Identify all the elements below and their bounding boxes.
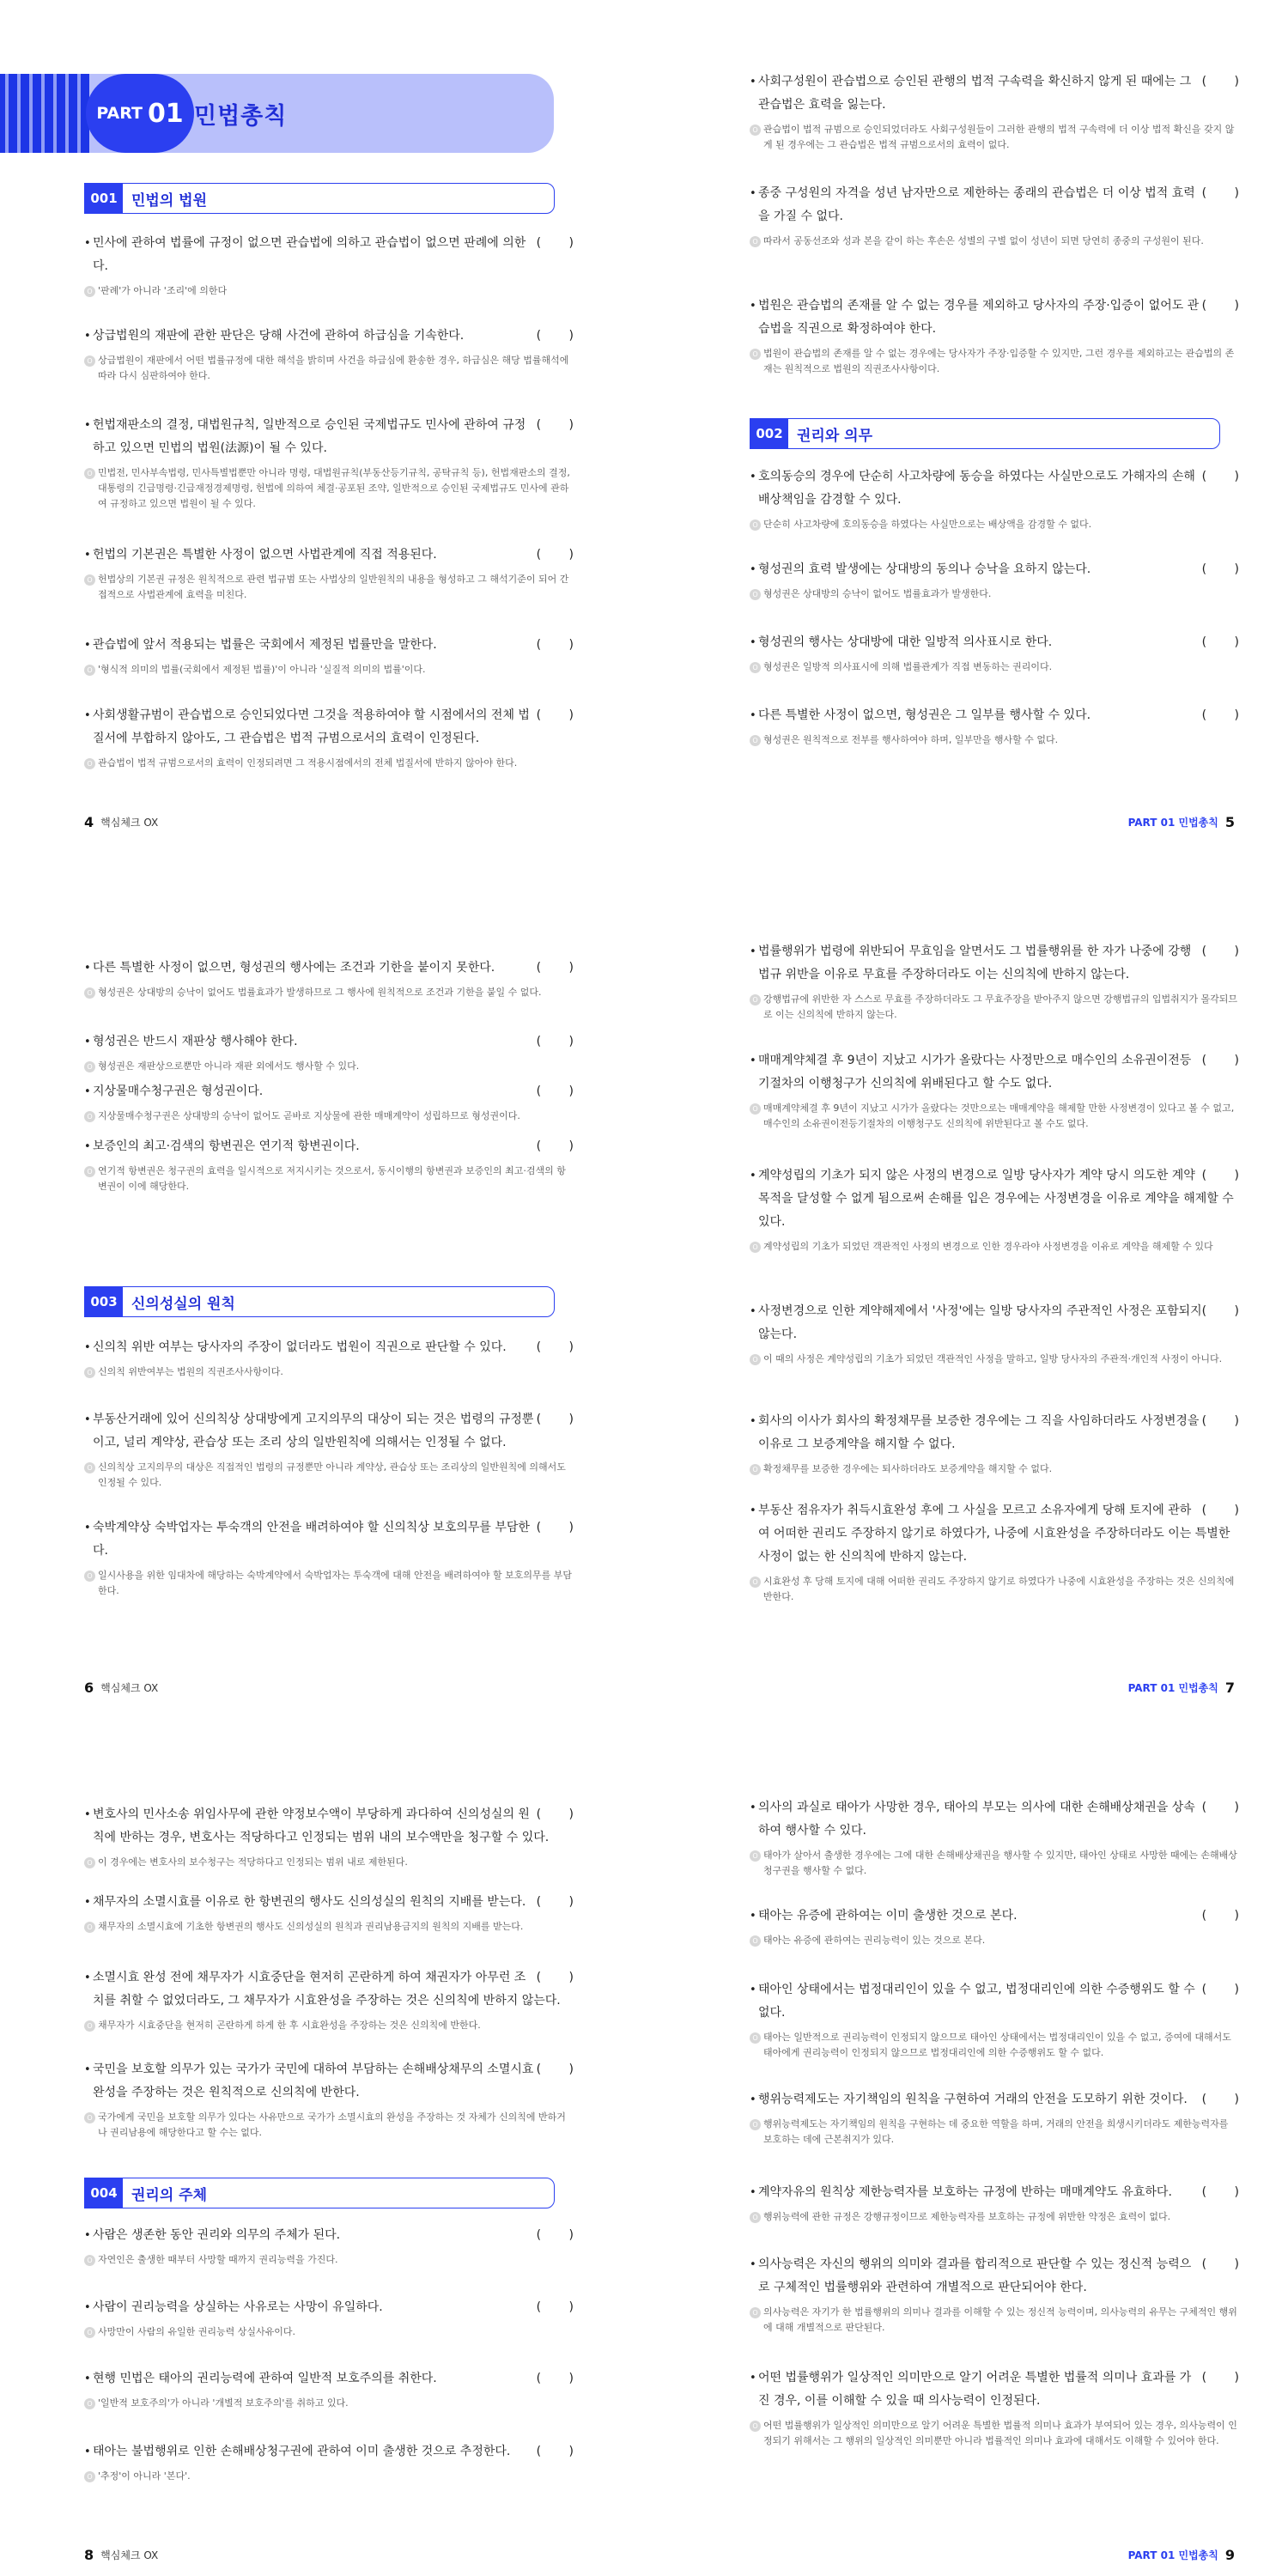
ox-question: • ( ) 국민을 보호할 의무가 있는 국가가 국민에 대하여 부담하는 손해배상채무의 소멸시효 완성을 주장하는 것은 원칙적으로 신의칙에 반한다. O 국가에게 국민을 보호할 의무가 있다는 사유만으로 국가가 소멸시효의 완성을 주장하는 것 자체가 신의칙에 반하거나 권리남용에 해당한다고 할 수는 없다. [84,2058,574,2141]
ox-question: • ( ) 신의칙 위반 여부는 당사자의 주장이 없더라도 법원이 직권으로 판단할 수 있다. O 신의칙 위반여부는 법원의 직권조사사항이다. [84,1336,574,1380]
answer-explanation: O 이 경우에는 변호사의 보수청구는 적당하다고 인정되는 범위 내로 제한된다. [84,1855,574,1870]
section-number: 001 [85,184,123,213]
ox-question: • ( ) 계약자유의 원칙상 제한능력자를 보호하는 규정에 반하는 매매계약도 유효하다. O 행위능력에 관한 규정은 강행규정이므로 제한능력자를 보호하는 규정에 위반한 약정은 효력이 없다. [750,2181,1239,2225]
answer-explanation: O 민법전, 민사부속법령, 민사특별법뿐만 아니라 명령, 대법원규칙(부동산등기규칙, 공탁규칙 등), 헌법재판소의 결정, 대통령의 긴급명령·긴급재정경제명령, 헌법에 의하여 체결·공포된 조약, 일반적으로 승인된 국제법규도 민사에 관하여 규정하고 있으면 법원이 될 수 있다. [84,465,574,512]
ox-question: • ( ) 태아는 유증에 관하여는 이미 출생한 것으로 본다. O 태아는 유증에 관하여는 권리능력이 있는 것으로 본다. [750,1905,1239,1948]
page-number: 8 [84,2547,94,2563]
ox-question: • ( ) 다른 특별한 사정이 없으면, 형성권의 행사에는 조건과 기한을 붙이지 못한다. O 형성권은 상대방의 승낙이 없어도 법률효과가 발생하므로 그 행사에 원칙적으로 조건과 기한을 붙일 수 없다. [84,957,574,1000]
answer-o-badge: O [84,2327,95,2338]
answer-o-badge: O [750,2119,761,2130]
answer-o-badge: O [84,665,95,676]
answer-o-badge: O [84,1571,95,1582]
section-number: 002 [750,419,788,448]
answer-o-badge: O [750,1354,761,1365]
answer-explanation: O 형성권은 원칙적으로 전부를 행사하여야 하며, 일부만을 행사할 수 없다. [750,732,1239,748]
footer-label: PART 01 민법총칙 [1127,1682,1218,1694]
answer-o-badge: O [84,1166,95,1177]
answer-o-badge: O [84,1857,95,1868]
ox-question: • ( ) 헌법재판소의 결정, 대법원규칙, 일반적으로 승인된 국제법규도 민사에 관하여 규정하고 있으면 민법의 법원(法源)이 될 수 있다. O 민법전, 민사부속법령, 민사특별법뿐만 아니라 명령, 대법원규칙(부동산등기규칙, 공탁규칙 등), 헌법재판소의 결정, 대통령의 긴급명령·긴급재정경제명령, 헌법에 의하여 체결·공포된 조약, 일반적으로 승인된 국제법규도 민사에 관하여 규정하고 있으면 법원이 될 수 있다. [84,414,574,512]
answer-o-badge: O [84,1367,95,1378]
ox-question: • ( ) 형성권의 행사는 상대방에 대한 일방적 의사표시로 한다. O 형성권은 일방적 의사표시에 의해 법률관계가 직접 변동하는 권리이다. [750,631,1239,675]
page-number: 5 [1224,814,1235,830]
answer-explanation: O 사망만이 사람의 유일한 권리능력 상실사유이다. [84,2324,574,2340]
ox-question: • ( ) 종중 구성원의 자격을 성년 남자만으로 제한하는 종래의 관습법은 더 이상 법적 효력을 가질 수 없다. O 따라서 공동선조와 성과 본을 같이 하는 후손은 성별의 구별 없이 성년이 되면 당연히 종중의 구성원이 된다. [750,182,1239,249]
footer-label: 핵심체크 OX [100,1682,159,1694]
ox-question: • ( ) 사정변경으로 인한 계약해제에서 '사정'에는 일방 당사자의 주관적인 사정은 포함되지 않는다. O 이 때의 사정은 계약성립의 기초가 되었던 객관적인 사정을 말하고, 일방 당사자의 주관적·개인적 사정이 아니다. [750,1300,1239,1367]
ox-question: • ( ) 행위능력제도는 자기책임의 원칙을 구현하여 거래의 안전을 도모하기 위한 것이다. O 행위능력제도는 자기책임의 원칙을 구현하는 데 중요한 역할을 하며, 거래의 안전을 희생시키더라도 제한능력자를 보호하는 데에 근본취지가 있다. [750,2088,1239,2148]
answer-explanation: O 신의칙상 고지의무의 대상은 직접적인 법령의 규정뿐만 아니라 계약상, 관습상 또는 조리상의 일반원칙에 의해서도 인정될 수 있다. [84,1460,574,1491]
page-footer-left [84,814,158,830]
answer-o-badge: O [750,2307,761,2318]
answer-explanation: O 상급법원이 재판에서 어떤 법률규정에 대한 해석을 밝히며 사건을 하급심에 환송한 경우, 하급심은 해당 법률해석에 따라 다시 심판하여야 한다. [84,353,574,384]
ox-question: • ( ) 법원은 관습법의 존재를 알 수 없는 경우를 제외하고 당사자의 주장·입증이 없어도 관습법을 직권으로 확정하여야 한다. O 법원이 관습법의 존재를 알 수 없는 경우에는 당사자가 주장·입증할 수 있지만, 그런 경우를 제외하고는 관습법의 존재는 원칙적으로 법원의 직권조사사항이다. [750,295,1239,377]
answer-o-badge: O [750,1935,761,1947]
answer-o-badge: O [84,758,95,769]
section-header-001 [84,183,555,214]
answer-o-badge: O [750,1103,761,1115]
answer-explanation: O 형성권은 재판상으로뿐만 아니라 재판 외에서도 행사할 수 있다. [84,1059,574,1074]
page-number: 7 [1224,1680,1235,1696]
answer-o-badge: O [750,1577,761,1588]
answer-o-badge: O [750,236,761,247]
ox-question: • ( ) 호의동승의 경우에 단순히 사고차량에 동승을 하였다는 사실만으로도 가해자의 손해배상책임을 감경할 수 있다. O 단순히 사고차량에 호의동승을 하였다는 사실만으로는 배상액을 감경할 수 없다. [750,465,1239,532]
answer-explanation: O '추정'이 아니라 '본다'. [84,2469,574,2484]
answer-explanation: O '판례'가 아니라 '조리'에 의한다 [84,283,574,299]
answer-explanation: O 따라서 공동선조와 성과 본을 같이 하는 후손은 성별의 구별 없이 성년이 되면 당연히 종중의 구성원이 된다. [750,234,1239,249]
section-title: 권리와 의무 [797,427,873,445]
answer-o-badge: O [750,2421,761,2432]
answer-o-badge: O [750,125,761,136]
answer-o-badge: O [84,286,95,297]
section-title: 권리의 주체 [131,2186,208,2204]
section-header-002 [750,418,1220,449]
page-number: 6 [84,1680,94,1696]
answer-explanation: O 연기적 항변권은 청구권의 효력을 일시적으로 저지시키는 것으로서, 동시이행의 항변권과 보증인의 최고·검색의 항변권이 이에 해당한다. [84,1163,574,1194]
ox-question: • ( ) 태아인 상태에서는 법정대리인이 있을 수 없고, 법정대리인에 의한 수증행위도 할 수 없다. O 태아는 일반적으로 권리능력이 인정되지 않으므로 태아인 상태에서는 법정대리인이 있을 수 없고, 증여에 대해서도 태아에게 권리능력이 인정되지 않으므로 법정대리인에 의한 수증행위도 할 수 없다. [750,1978,1239,2061]
answer-o-badge: O [750,349,761,360]
section-number: 003 [85,1287,123,1316]
answer-explanation: O 채무자가 시효중단을 현저히 곤란하게 하게 한 후 시효완성을 주장하는 것은 신의칙에 반한다. [84,2018,574,2033]
answer-o-badge: O [84,2020,95,2032]
section-number: 004 [85,2178,123,2208]
answer-explanation: O 매매계약체결 후 9년이 지났고 시가가 올랐다는 것만으로는 매매계약을 해제할 만한 사정변경이 있다고 볼 수 없고, 매수인의 소유권이전등기절차의 이행청구도 신의칙에 위반된다고 볼 수도 없다. [750,1101,1239,1132]
answer-o-badge: O [84,1922,95,1933]
answer-o-badge: O [84,2112,95,2123]
answer-o-badge: O [84,1111,95,1122]
answer-explanation: O 확정채무를 보증한 경우에는 퇴사하더라도 보증계약을 해지할 수 없다. [750,1461,1239,1477]
answer-o-badge: O [750,519,761,531]
part-number-badge: PART 01 [86,74,194,153]
answer-explanation: O 계약성립의 기초가 되었던 객관적인 사정의 변경으로 인한 경우라야 사정변경을 이유로 계약을 해제할 수 있다 [750,1239,1239,1255]
answer-explanation: O 강행법규에 위반한 자 스스로 무효를 주장하더라도 그 무효주장을 받아주지 않으면 강행법규의 입법취지가 몰각되므로 이는 신의칙에 반하지 않는다. [750,992,1239,1023]
answer-explanation: O 지상물매수청구권은 상대방의 승낙이 없어도 곧바로 지상물에 관한 매매계약이 성립하므로 형성권이다. [84,1109,574,1124]
part-banner [0,74,554,153]
answer-explanation: O 헌법상의 기본권 규정은 원칙적으로 관련 법규범 또는 사법상의 일반원칙의 내용을 형성하고 그 해석기준이 되어 간접적으로 사법관계에 효력을 미친다. [84,572,574,603]
answer-o-badge: O [750,1242,761,1253]
section-header-004 [84,2178,555,2208]
answer-explanation: O 국가에게 국민을 보호할 의무가 있다는 사유만으로 국가가 소멸시효의 완성을 주장하는 것 자체가 신의칙에 반하거나 권리남용에 해당한다고 할 수는 없다. [84,2110,574,2141]
ox-question: • ( ) 사람이 권리능력을 상실하는 사유로는 사망이 유일하다. O 사망만이 사람의 유일한 권리능력 상실사유이다. [84,2296,574,2340]
answer-o-badge: O [84,2471,95,2482]
section-title: 신의성실의 원칙 [131,1295,235,1313]
page-number: 4 [84,814,94,830]
ox-question: • ( ) 다른 특별한 사정이 없으면, 형성권은 그 일부를 행사할 수 있다. O 형성권은 원칙적으로 전부를 행사하여야 하며, 일부만을 행사할 수 없다. [750,704,1239,748]
answer-explanation: O 법원이 관습법의 존재를 알 수 없는 경우에는 당사자가 주장·입증할 수 있지만, 그런 경우를 제외하고는 관습법의 존재는 원칙적으로 법원의 직권조사사항이다. [750,346,1239,377]
part-title: 민법총칙 [194,102,288,130]
answer-o-badge: O [84,355,95,367]
ox-question: • ( ) 지상물매수청구권은 형성권이다. O 지상물매수청구권은 상대방의 승낙이 없어도 곧바로 지상물에 관한 매매계약이 성립하므로 형성권이다. [84,1080,574,1124]
answer-o-badge: O [750,735,761,746]
answer-explanation: O 태아는 유증에 관하여는 권리능력이 있는 것으로 본다. [750,1933,1239,1948]
answer-explanation: O 이 때의 사정은 계약성립의 기초가 되었던 객관적인 사정을 말하고, 일방 당사자의 주관적·개인적 사정이 아니다. [750,1352,1239,1367]
answer-o-badge: O [84,987,95,999]
answer-explanation: O 태아가 살아서 출생한 경우에는 그에 대한 손해배상채권을 행사할 수 있지만, 태아인 상태로 사망한 때에는 손해배상청구권을 행사할 수 없다. [750,1848,1239,1879]
answer-explanation: O 형성권은 상대방의 승낙이 없어도 법률효과가 발생한다. [750,586,1239,602]
ox-question: • ( ) 회사의 이사가 회사의 확정채무를 보증한 경우에는 그 직을 사임하더라도 사정변경을 이유로 그 보증계약을 해지할 수 없다. O 확정채무를 보증한 경우에는 퇴사하더라도 보증계약을 해지할 수 없다. [750,1410,1239,1477]
answer-explanation: O 자연인은 출생한 때부터 사망할 때까지 권리능력을 가진다. [84,2252,574,2268]
answer-o-badge: O [750,589,761,600]
ox-question: • ( ) 사회생활규범이 관습법으로 승인되었다면 그것을 적용하여야 할 시점에서의 전체 법질서에 부합하지 않아도, 그 관습법은 법적 규범으로서의 효력이 인정된다. O 관습법이 법적 규범으로서의 효력이 인정되려면 그 적용시점에서의 전체 법질서에 반하지 않아야 한다. [84,704,574,771]
ox-question: • ( ) 헌법의 기본권은 특별한 사정이 없으면 사법관계에 직접 적용된다. O 헌법상의 기본권 규정은 원칙적으로 관련 법규범 또는 사법상의 일반원칙의 내용을 형성하고 그 해석기준이 되어 간접적으로 사법관계에 효력을 미친다. [84,544,574,603]
ox-question: • ( ) 변호사의 민사소송 위임사무에 관한 약정보수액이 부당하게 과다하여 신의성실의 원칙에 반하는 경우, 변호사는 적당하다고 인정되는 범위 내의 보수액만을 청구할 수 있다. O 이 경우에는 변호사의 보수청구는 적당하다고 인정되는 범위 내로 제한된다. [84,1803,574,1870]
answer-explanation: O 시효완성 후 당해 토지에 대해 어떠한 권리도 주장하지 않기로 하였다가 나중에 시효완성을 주장하는 것은 신의칙에 반한다. [750,1574,1239,1605]
answer-explanation: O 채무자의 소멸시효에 기초한 항변권의 행사도 신의성실의 원칙과 권리남용금지의 원칙의 지배를 받는다. [84,1919,574,1935]
ox-question: • ( ) 부동산 점유자가 취득시효완성 후에 그 사실을 모르고 소유자에게 당해 토지에 관하여 어떠한 권리도 주장하지 않기로 하였다가, 나중에 시효완성을 주장하더라도 이는 특별한 사정이 없는 한 신의칙에 반하지 않는다. O 시효완성 후 당해 토지에 대해 어떠한 권리도 주장하지 않기로 하였다가 나중에 시효완성을 주장하는 것은 신의칙에 반한다. [750,1499,1239,1605]
spread-pages-6-7 [0,859,1288,1717]
answer-explanation: O 신의칙 위반여부는 법원의 직권조사사항이다. [84,1364,574,1380]
footer-label: 핵심체크 OX [100,817,159,829]
part-banner-stripes [0,74,89,153]
answer-o-badge: O [84,2255,95,2266]
page-number: 9 [1224,2547,1235,2563]
answer-explanation: O 관습법이 법적 규범으로 승인되었더라도 사회구성원들이 그러한 관행의 법적 구속력에 더 이상 법적 확신을 갖지 않게 된 경우에는 그 관습법은 법적 규범으로서의 효력이 없다. [750,122,1239,153]
page-footer-right [1128,814,1235,830]
answer-explanation: O 단순히 사고차량에 호의동승을 하였다는 사실만으로는 배상액을 감경할 수 없다. [750,517,1239,532]
ox-question: • ( ) 민사에 관하여 법률에 규정이 없으면 관습법에 의하고 관습법이 없으면 판례에 의한다. O '판례'가 아니라 '조리'에 의한다 [84,232,574,299]
answer-o-badge: O [750,994,761,1005]
ox-question: • ( ) 현행 민법은 태아의 권리능력에 관하여 일반적 보호주의를 취한다. O '일반적 보호주의'가 아니라 '개별적 보호주의'를 취하고 있다. [84,2367,574,2411]
ox-question: • ( ) 형성권은 반드시 재판상 행사해야 한다. O 형성권은 재판상으로뿐만 아니라 재판 외에서도 행사할 수 있다. [84,1030,574,1074]
ox-question: • ( ) 사회구성원이 관습법으로 승인된 관행의 법적 구속력을 확신하지 않게 된 때에는 그 관습법은 효력을 잃는다. O 관습법이 법적 규범으로 승인되었더라도 사회구성원들이 그러한 관행의 법적 구속력에 더 이상 법적 확신을 갖지 않게 된 경우에는 그 관습법은 법적 규범으로서의 효력이 없다. [750,70,1239,153]
answer-explanation: O '형식적 의미의 법률(국회에서 제정된 법률)'이 아니라 '실질적 의미의 법률'이다. [84,662,574,677]
answer-explanation: O 관습법이 법적 규범으로서의 효력이 인정되려면 그 적용시점에서의 전체 법질서에 반하지 않아야 한다. [84,756,574,771]
ox-question: • ( ) 숙박계약상 숙박업자는 투숙객의 안전을 배려하여야 할 신의칙상 보호의무를 부담한다. O 일시사용을 위한 임대차에 해당하는 숙박계약에서 숙박업자는 투숙객에 대해 안전을 배려하여야 할 보호의무를 부담한다. [84,1516,574,1599]
page-footer-right [1128,1680,1235,1696]
footer-label: 핵심체크 OX [100,2549,159,2561]
page-footer-left [84,1680,158,1696]
footer-label: PART 01 민법총칙 [1127,2549,1218,2561]
page-footer-left [84,2547,158,2563]
section-header-003 [84,1286,555,1317]
answer-explanation: O 형성권은 일방적 의사표시에 의해 법률관계가 직접 변동하는 권리이다. [750,659,1239,675]
answer-o-badge: O [84,468,95,479]
spread-pages-8-9 [0,1717,1288,2576]
ox-question: • ( ) 의사능력은 자신의 행위의 의미와 결과를 합리적으로 판단할 수 있는 정신적 능력으로 구체적인 법률행위와 관련하여 개별적으로 판단되어야 한다. O 의사능력은 자기가 한 법률행위의 의미나 결과를 이해할 수 있는 정신적 능력이며, 의사능력의 유무는 구체적인 행위에 대해 개별적으로 판단된다. [750,2253,1239,2336]
answer-explanation: O 태아는 일반적으로 권리능력이 인정되지 않으므로 태아인 상태에서는 법정대리인이 있을 수 없고, 증여에 대해서도 태아에게 권리능력이 인정되지 않으므로 법정대리인에 의한 수증행위도 할 수 없다. [750,2030,1239,2061]
answer-o-badge: O [750,1464,761,1475]
answer-o-badge: O [84,574,95,586]
ox-question: • ( ) 계약성립의 기초가 되지 않은 사정의 변경으로 일방 당사자가 계약 당시 의도한 계약목적을 달성할 수 없게 됨으로써 손해를 입은 경우에는 사정변경을 이유로 계약을 해제할 수 있다. O 계약성립의 기초가 되었던 객관적인 사정의 변경으로 인한 경우라야 사정변경을 이유로 계약을 해제할 수 있다 [750,1164,1239,1255]
spread-pages-4-5 [0,0,1288,859]
ox-question: • ( ) 관습법에 앞서 적용되는 법률은 국회에서 제정된 법률만을 말한다. O '형식적 의미의 법률(국회에서 제정된 법률)'이 아니라 '실질적 의미의 법률'이다. [84,634,574,677]
answer-o-badge: O [84,1061,95,1072]
answer-o-badge: O [750,662,761,673]
page-footer-right [1128,2547,1235,2563]
ox-question: • ( ) 보증인의 최고·검색의 항변권은 연기적 항변권이다. O 연기적 항변권은 청구권의 효력을 일시적으로 저지시키는 것으로서, 동시이행의 항변권과 보증인의 최고·검색의 항변권이 이에 해당한다. [84,1135,574,1194]
ox-question: • ( ) 소멸시효 완성 전에 채무자가 시효중단을 현저히 곤란하게 하여 채권자가 아무런 조치를 취할 수 없었더라도, 그 채무자가 시효완성을 주장하는 것은 신의칙에 반하지 않는다. O 채무자가 시효중단을 현저히 곤란하게 하게 한 후 시효완성을 주장하는 것은 신의칙에 반한다. [84,1966,574,2033]
answer-o-badge: O [84,1462,95,1473]
answer-o-badge: O [750,1850,761,1862]
ox-question: • ( ) 법률행위가 법령에 위반되어 무효임을 알면서도 그 법률행위를 한 자가 나중에 강행법규 위반을 이유로 무효를 주장하더라도 이는 신의칙에 반하지 않는다. O 강행법규에 위반한 자 스스로 무효를 주장하더라도 그 무효주장을 받아주지 않으면 강행법규의 입법취지가 몰각되므로 이는 신의칙에 반하지 않는다. [750,940,1239,1023]
ox-question: • ( ) 채무자의 소멸시효를 이유로 한 항변권의 행사도 신의성실의 원칙의 지배를 받는다. O 채무자의 소멸시효에 기초한 항변권의 행사도 신의성실의 원칙과 권리남용금지의 원칙의 지배를 받는다. [84,1891,574,1935]
answer-explanation: O 행위능력제도는 자기책임의 원칙을 구현하는 데 중요한 역할을 하며, 거래의 안전을 희생시키더라도 제한능력자를 보호하는 데에 근본취지가 있다. [750,2117,1239,2148]
answer-o-badge: O [750,2212,761,2223]
ox-question: • ( ) 사람은 생존한 동안 권리와 의무의 주체가 된다. O 자연인은 출생한 때부터 사망할 때까지 권리능력을 가진다. [84,2224,574,2268]
ox-question: • ( ) 형성권의 효력 발생에는 상대방의 동의나 승낙을 요하지 않는다. O 형성권은 상대방의 승낙이 없어도 법률효과가 발생한다. [750,558,1239,602]
answer-explanation: O 형성권은 상대방의 승낙이 없어도 법률효과가 발생하므로 그 행사에 원칙적으로 조건과 기한을 붙일 수 없다. [84,985,574,1000]
answer-explanation: O 의사능력은 자기가 한 법률행위의 의미나 결과를 이해할 수 있는 정신적 능력이며, 의사능력의 유무는 구체적인 행위에 대해 개별적으로 판단된다. [750,2305,1239,2336]
answer-o-badge: O [750,2032,761,2044]
section-title: 민법의 법원 [131,191,208,210]
answer-o-badge: O [84,2398,95,2409]
ox-question: • ( ) 매매계약체결 후 9년이 지났고 시가가 올랐다는 사정만으로 매수인의 소유권이전등기절차의 이행청구가 신의칙에 위배된다고 할 수도 없다. O 매매계약체결 후 9년이 지났고 시가가 올랐다는 것만으로는 매매계약을 해제할 만한 사정변경이 있다고 볼 수 없고, 매수인의 소유권이전등기절차의 이행청구도 신의칙에 위반된다고 볼 수도 없다. [750,1049,1239,1132]
ox-question: • ( ) 어떤 법률행위가 일상적인 의미만으로 알기 어려운 특별한 법률적 의미나 효과를 가진 경우, 이를 이해할 수 있을 때 의사능력이 인정된다. O 어떤 법률행위가 일상적인 의미만으로 알기 어려운 특별한 법률적 의미나 효과가 부여되어 있는 경우, 의사능력이 인정되기 위해서는 그 행위의 일상적인 의미뿐만 아니라 법률적인 의미나 효과에 대해서도 이해할 수 있어야 한다. [750,2366,1239,2449]
answer-explanation: O 어떤 법률행위가 일상적인 의미만으로 알기 어려운 특별한 법률적 의미나 효과가 부여되어 있는 경우, 의사능력이 인정되기 위해서는 그 행위의 일상적인 의미뿐만 아니라 법률적인 의미나 효과에 대해서도 이해할 수 있어야 한다. [750,2418,1239,2449]
ox-question: • ( ) 상급법원의 재판에 관한 판단은 당해 사건에 관하여 하급심을 기속한다. O 상급법원이 재판에서 어떤 법률규정에 대한 해석을 밝히며 사건을 하급심에 환송한 경우, 하급심은 해당 법률해석에 따라 다시 심판하여야 한다. [84,325,574,384]
footer-label: PART 01 민법총칙 [1127,817,1218,829]
answer-explanation: O 일시사용을 위한 임대차에 해당하는 숙박계약에서 숙박업자는 투숙객에 대해 안전을 배려하여야 할 보호의무를 부담한다. [84,1568,574,1599]
answer-explanation: O 행위능력에 관한 규정은 강행규정이므로 제한능력자를 보호하는 규정에 위반한 약정은 효력이 없다. [750,2209,1239,2225]
answer-explanation: O '일반적 보호주의'가 아니라 '개별적 보호주의'를 취하고 있다. [84,2396,574,2411]
ox-question: • ( ) 의사의 과실로 태아가 사망한 경우, 태아의 부모는 의사에 대한 손해배상채권을 상속하여 행사할 수 있다. O 태아가 살아서 출생한 경우에는 그에 대한 손해배상채권을 행사할 수 있지만, 태아인 상태로 사망한 때에는 손해배상청구권을 행사할 수 없다. [750,1796,1239,1879]
ox-question: • ( ) 부동산거래에 있어 신의칙상 상대방에게 고지의무의 대상이 되는 것은 법령의 규정뿐이고, 널리 계약상, 관습상 또는 조리 상의 일반원칙에 의해서는 인정될 수 없다. O 신의칙상 고지의무의 대상은 직접적인 법령의 규정뿐만 아니라 계약상, 관습상 또는 조리상의 일반원칙에 의해서도 인정될 수 있다. [84,1408,574,1491]
ox-question: • ( ) 태아는 불법행위로 인한 손해배상청구권에 관하여 이미 출생한 것으로 추정한다. O '추정'이 아니라 '본다'. [84,2440,574,2484]
